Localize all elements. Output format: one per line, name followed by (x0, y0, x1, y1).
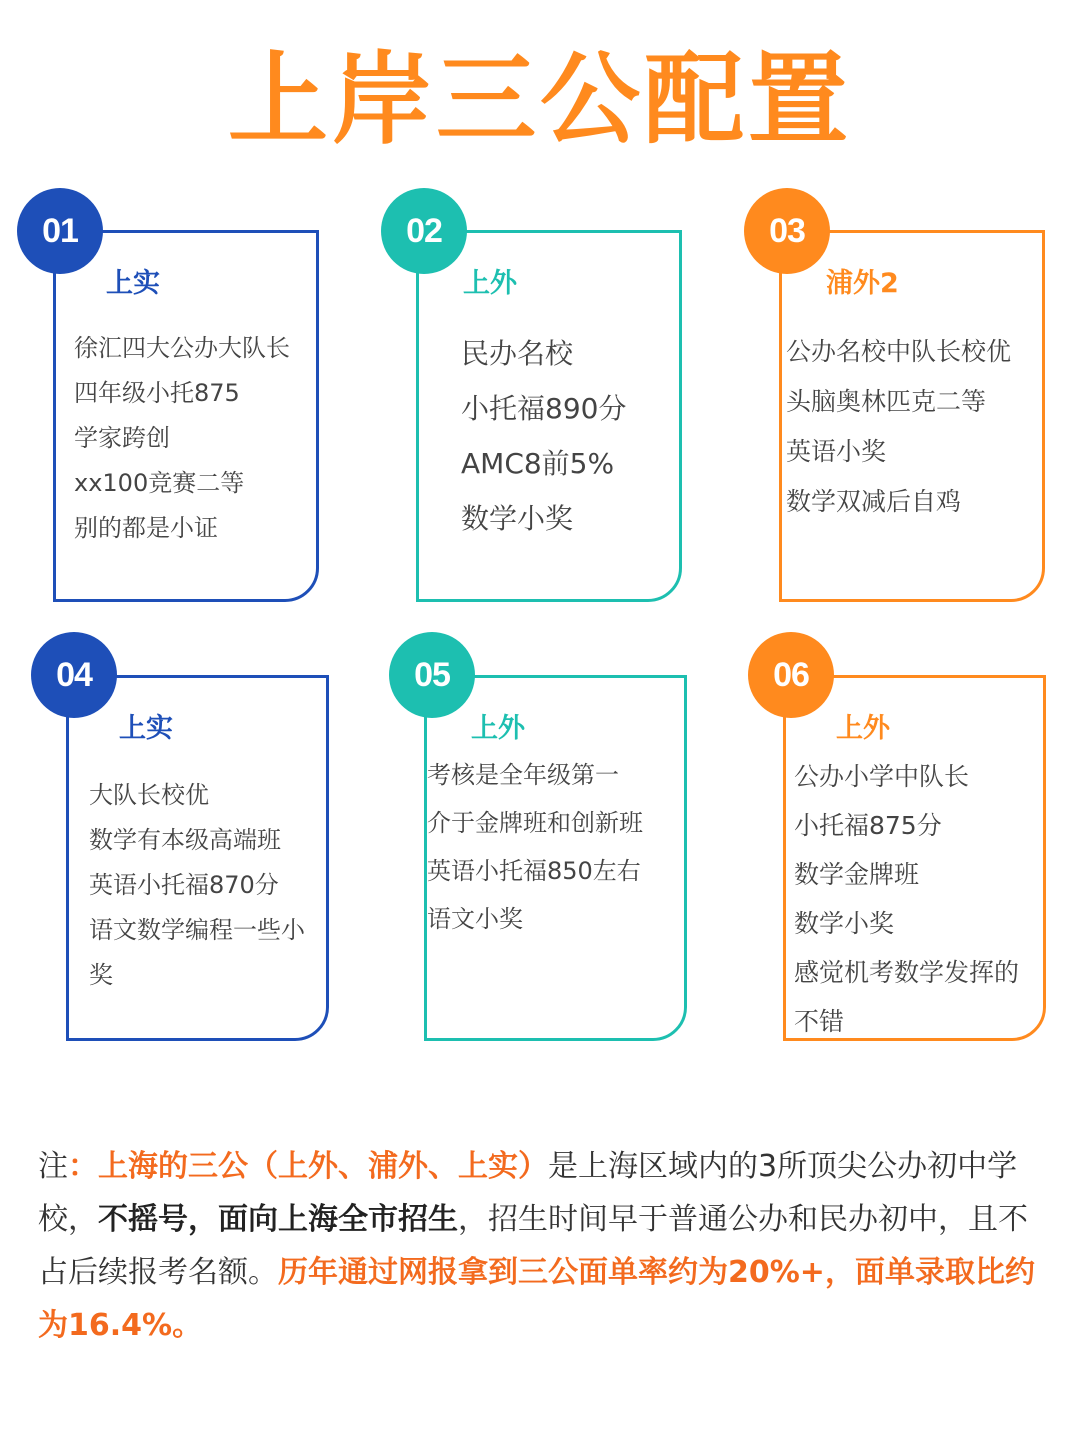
number-badge-04: 04 (31, 632, 117, 718)
card-line: 英语小托福870分 (89, 871, 279, 899)
card-line: 语文数学编程一些小 (89, 916, 305, 944)
card-line: 不错 (794, 1007, 845, 1036)
card-line: 介于金牌班和创新班 (427, 809, 643, 837)
card-line: 英语小托福850左右 (427, 857, 641, 885)
footnote (38, 1140, 1048, 1352)
card-line: 民办名校 (461, 337, 574, 370)
card-line: 公办小学中队长 (794, 762, 970, 791)
number-badge-03: 03 (744, 188, 830, 274)
card-line: 考核是全年级第一 (427, 761, 619, 789)
note-stat: 历年通过网报拿到三公面单率约为20%+，面单录取比约为16.4%。 (38, 1255, 1035, 1343)
note-bold: 不摇号，面向上海全市招生 (98, 1202, 458, 1237)
card-03 (779, 230, 1045, 602)
card-line: 数学有本级高端班 (89, 826, 281, 854)
card-line: 数学小奖 (461, 502, 574, 535)
number-badge-02: 02 (381, 188, 467, 274)
card-02 (416, 230, 682, 602)
card-school: 浦外2 (826, 268, 899, 299)
card-school: 上实 (106, 268, 160, 299)
card-line: 数学金牌班 (794, 860, 920, 889)
card-01 (53, 230, 319, 602)
number-badge-05: 05 (389, 632, 475, 718)
card-school: 上外 (471, 713, 525, 744)
card-line: AMC8前5% (461, 447, 615, 480)
card-line: 奖 (89, 961, 113, 989)
card-line: 英语小奖 (786, 437, 887, 466)
card-line: 别的都是小证 (74, 514, 218, 542)
card-line: 语文小奖 (427, 905, 523, 933)
note-desc2: ，招生时间早于普通公办和民办初中，且不占后续报考名额。 (38, 1202, 1028, 1290)
number-badge-06: 06 (748, 632, 834, 718)
card-line: 数学双减后自鸡 (786, 487, 962, 516)
card-line: 小托福875分 (794, 811, 942, 840)
card-line: 大队长校优 (89, 781, 209, 809)
card-school: 上外 (836, 713, 890, 744)
number-badge-01: 01 (17, 188, 103, 274)
card-line: 四年级小托875 (74, 379, 240, 407)
card-line: 公办名校中队长校优 (786, 337, 1012, 366)
card-line: 徐汇四大公办大队长 (74, 334, 290, 362)
note-desc1: 是上海区域内的3所顶尖公办初中学校， (38, 1149, 1018, 1237)
note-prefix: 注 (38, 1149, 68, 1184)
note-colon: ： (68, 1149, 98, 1184)
card-school: 上外 (463, 268, 517, 299)
card-line: 头脑奥林匹克二等 (786, 387, 987, 416)
note-schools: 上海的三公（上外、浦外、上实） (98, 1149, 548, 1184)
card-04 (66, 675, 329, 1041)
card-line: 感觉机考数学发挥的 (794, 958, 1020, 987)
card-school: 上实 (119, 713, 173, 744)
card-line: 小托福890分 (461, 392, 627, 425)
card-line: xx100竞赛二等 (74, 469, 245, 497)
card-line: 学家跨创 (74, 424, 170, 452)
card-06 (783, 675, 1046, 1041)
card-line: 数学小奖 (794, 909, 895, 938)
page-title: 上岸三公配置 (228, 41, 852, 158)
card-05 (424, 675, 687, 1041)
